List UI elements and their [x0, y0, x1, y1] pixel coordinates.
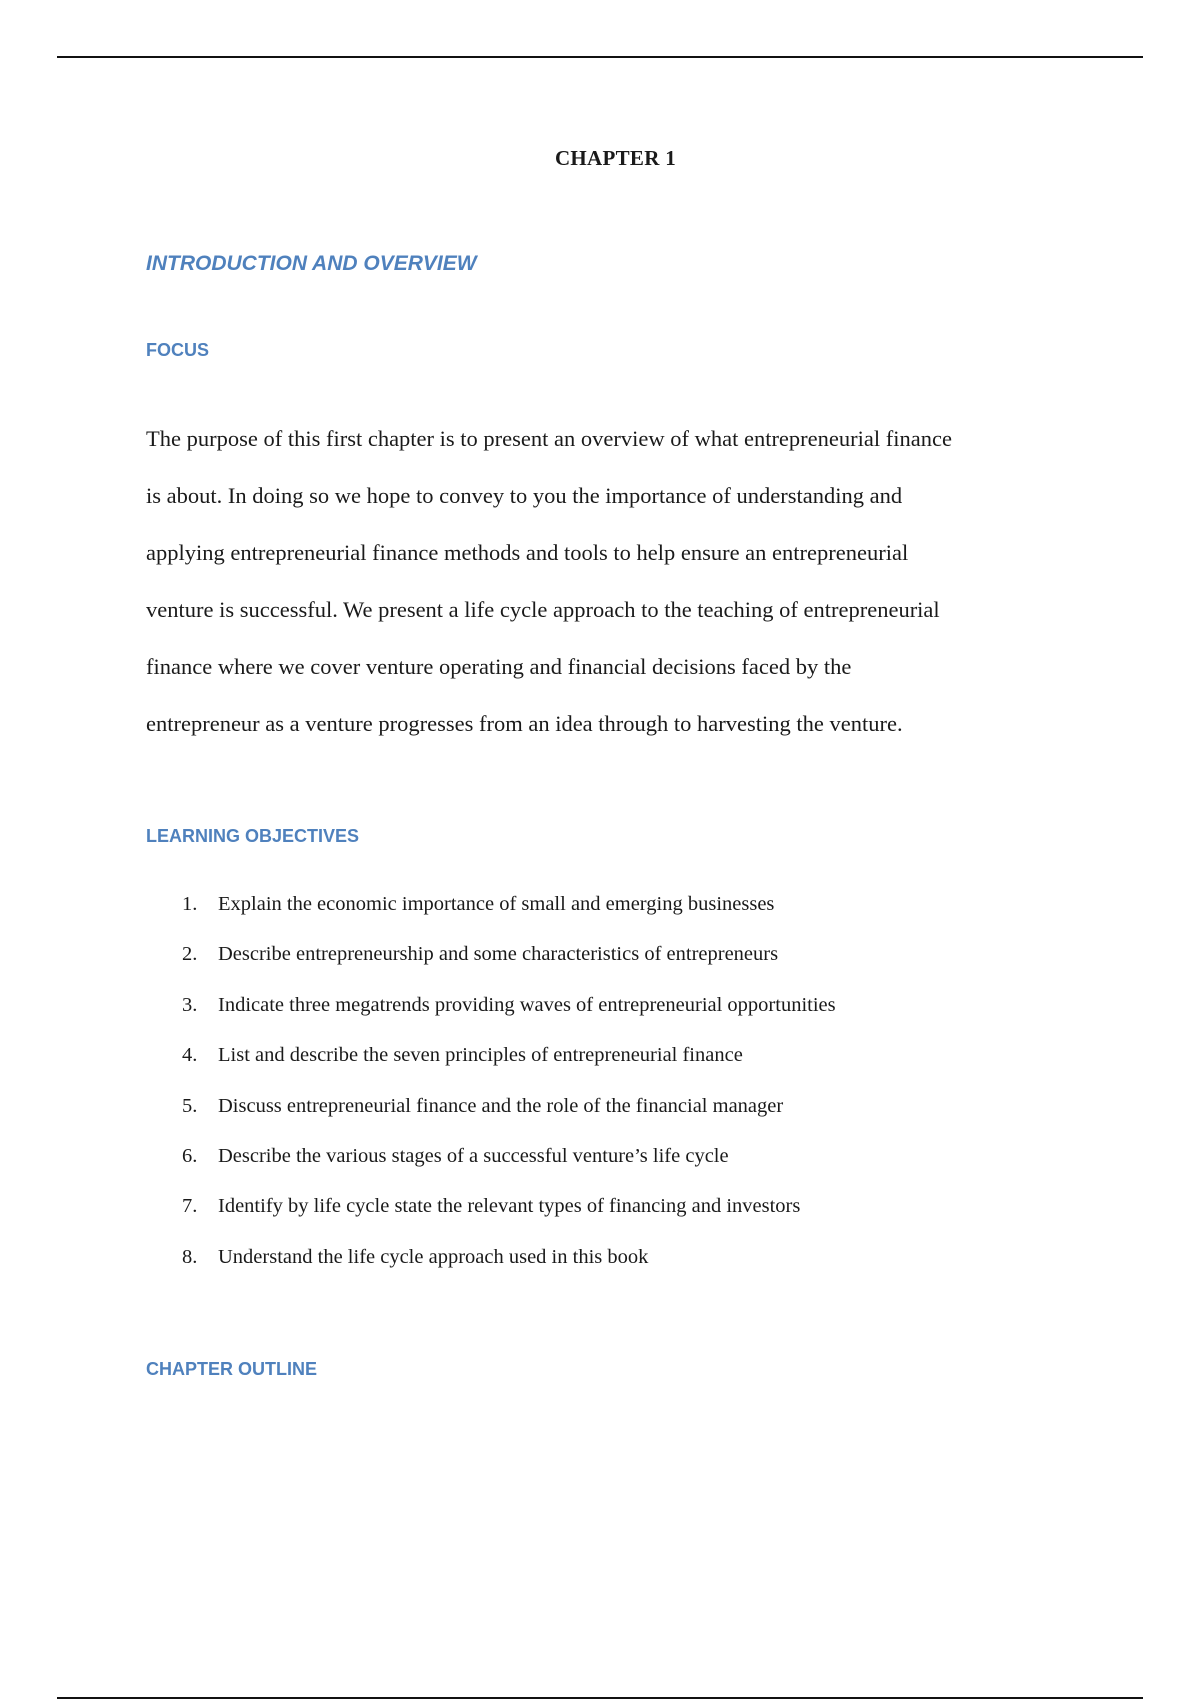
- focus-line: is about. In doing so we hope to convey to you the importance of understanding and: [146, 483, 903, 508]
- list-item-text: Indicate three megatrends providing waves of entrepreneurial opportunities: [218, 993, 836, 1016]
- list-item-text: List and describe the seven principles of entrepreneurial finance: [218, 1044, 743, 1067]
- list-item-text: Identify by life cycle state the relevant types of financing and investors: [218, 1195, 801, 1218]
- list-item: [146, 1095, 1066, 1145]
- focus-heading: FOCUS: [146, 340, 209, 360]
- list-item-number: 2.: [182, 943, 198, 966]
- learning-objectives-heading: LEARNING OBJECTIVES: [146, 826, 360, 846]
- list-item: [146, 893, 1066, 943]
- focus-line: The purpose of this first chapter is to present an overview of what entrepreneurial finance: [146, 426, 952, 451]
- list-item-number: 3.: [182, 993, 198, 1016]
- list-item-number: 7.: [182, 1195, 198, 1218]
- top-rule: [57, 56, 1143, 58]
- focus-line: entrepreneur as a venture progresses from an idea through to harvesting the venture.: [146, 711, 903, 736]
- focus-line: finance where we cover venture operating and financial decisions faced by the: [146, 654, 852, 679]
- bottom-rule: [57, 1697, 1143, 1699]
- list-item: [146, 1246, 1066, 1296]
- section-title: INTRODUCTION AND OVERVIEW: [146, 252, 477, 275]
- chapter-title: CHAPTER 1: [554, 146, 677, 170]
- chapter-outline-heading: CHAPTER OUTLINE: [146, 1359, 317, 1379]
- list-item-number: 5.: [182, 1094, 198, 1117]
- list-item: [146, 1195, 1066, 1245]
- focus-line: applying entrepreneurial finance methods and tools to help ensure an entrepreneurial: [146, 540, 909, 565]
- focus-line: venture is successful. We present a life cycle approach to the teaching of entrepreneurial: [146, 597, 940, 622]
- focus-paragraph: [146, 410, 1086, 752]
- list-item-text: Discuss entrepreneurial finance and the role of the financial manager: [218, 1094, 784, 1117]
- list-item-text: Understand the life cycle approach used in this book: [218, 1245, 649, 1268]
- list-item-text: Describe entrepreneurship and some characteristics of entrepreneurs: [218, 943, 779, 966]
- list-item: [146, 1145, 1066, 1195]
- list-item-number: 6.: [182, 1144, 198, 1167]
- list-item-text: Explain the economic importance of small and emerging businesses: [218, 893, 775, 915]
- list-item-text: Describe the various stages of a successful venture’s life cycle: [218, 1144, 729, 1167]
- list-item: [146, 943, 1066, 993]
- list-item-number: 8.: [182, 1245, 198, 1268]
- list-item: [146, 1044, 1066, 1094]
- list-item-number: 1.: [182, 893, 198, 915]
- list-item: [146, 994, 1066, 1044]
- learning-objectives-list: [146, 893, 1066, 1296]
- list-item-number: 4.: [182, 1044, 198, 1067]
